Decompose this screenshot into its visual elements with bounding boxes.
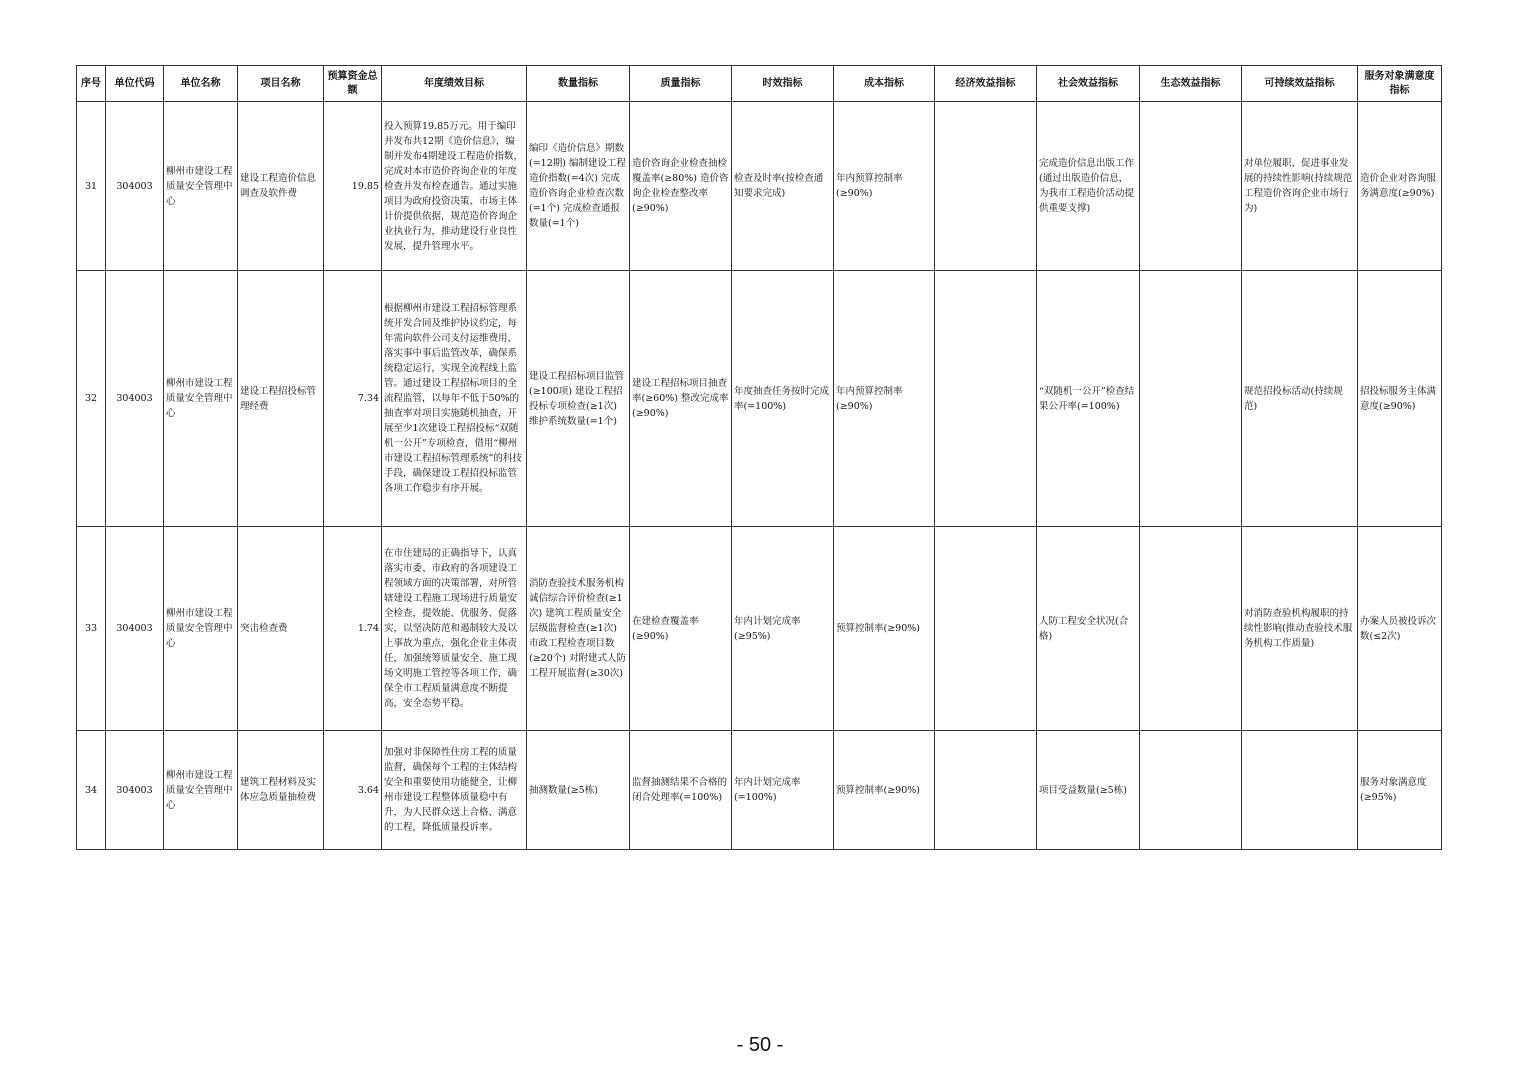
cell-unit-code: 304003 bbox=[106, 527, 164, 731]
header-unit-name: 单位名称 bbox=[164, 66, 238, 102]
cell-economic bbox=[935, 102, 1037, 271]
cell-cost: 预算控制率(≥90%) bbox=[834, 731, 935, 850]
cell-sustainable: 规范招投标活动(持续规范) bbox=[1242, 271, 1358, 527]
cell-cost: 预算控制率(≥90%) bbox=[834, 527, 935, 731]
header-satisfaction: 服务对象满意度指标 bbox=[1358, 66, 1442, 102]
header-cost: 成本指标 bbox=[834, 66, 935, 102]
cell-satisfaction: 招投标服务主体满意度(≥90%) bbox=[1358, 271, 1442, 527]
cell-ecological bbox=[1140, 527, 1242, 731]
cell-project: 建设工程造价信息调查及软件费 bbox=[238, 102, 324, 271]
cell-budget: 3.64 bbox=[324, 731, 382, 850]
cell-satisfaction: 造价企业对咨询服务满意度(≥90%) bbox=[1358, 102, 1442, 271]
cell-goal: 加强对非保障性住房工程的质量监督，确保每个工程的主体结构安全和重要使用功能健全，让柳州市建设工程整体质量稳中有升，为人民群众送上合格、满意的工程，降低质量投诉率。 bbox=[382, 731, 527, 850]
cell-project: 建设工程招投标管理经费 bbox=[238, 271, 324, 527]
header-quality: 质量指标 bbox=[630, 66, 732, 102]
cell-seq: 34 bbox=[77, 731, 106, 850]
header-budget: 预算资金总额 bbox=[324, 66, 382, 102]
table-row bbox=[77, 102, 1442, 271]
cell-social: “双随机一公开”检查结果公开率(=100%) bbox=[1037, 271, 1140, 527]
cell-satisfaction: 办案人员被投诉次数(≤2次) bbox=[1358, 527, 1442, 731]
page-number: - 50 - bbox=[736, 1034, 784, 1056]
table-row bbox=[77, 731, 1442, 850]
cell-sustainable: 对消防查验机构履职的持续性影响(推动查验技术服务机构工作质量) bbox=[1242, 527, 1358, 731]
cell-goal: 根据柳州市建设工程招标管理系统开发合同及维护协议约定，每年需向软件公司支付运维费用，落实事中事后监管改革，确保系统稳定运行，实现全流程线上监管。通过建设工程招标项目的全流程监管，以每年不低于50%的抽查率对项目实施随机抽查，开展至少1次建设工程招投标“双随机一公开”专项检查，借用“柳州市建设工程招标管理系统”的科技手段，确保建设工程招投标监管各项工作稳步有序开展。 bbox=[382, 271, 527, 527]
cell-quantity: 抽测数量(≥5栋) bbox=[527, 731, 630, 850]
header-project: 项目名称 bbox=[238, 66, 324, 102]
performance-table bbox=[76, 65, 1442, 850]
cell-quantity: 建设工程招标项目监管(≥100项) 建设工程招投标专项检查(≥1次) 维护系统数量(=1个) bbox=[527, 271, 630, 527]
cell-ecological bbox=[1140, 271, 1242, 527]
cell-seq: 31 bbox=[77, 102, 106, 271]
cell-social: 项目受益数量(≥5栋) bbox=[1037, 731, 1140, 850]
cell-timeliness: 年内计划完成率(≥95%) bbox=[732, 527, 834, 731]
cell-seq: 33 bbox=[77, 527, 106, 731]
cell-cost: 年内预算控制率(≥90%) bbox=[834, 102, 935, 271]
cell-goal: 投入预算19.85万元。用于编印并发布共12期《造价信息》，编制并发布4期建设工程造价指数，完成对本市造价咨询企业的年度检查并发布检查通告。通过实施项目为政府投资决策、市场主体计价提供依据，规范造价咨询企业执业行为，推动建设行业良性发展，提升管理水平。 bbox=[382, 102, 527, 271]
header-unit-code: 单位代码 bbox=[106, 66, 164, 102]
header-goal: 年度绩效目标 bbox=[382, 66, 527, 102]
cell-social: 人防工程安全状况(合格) bbox=[1037, 527, 1140, 731]
cell-timeliness: 检查及时率(按检查通知要求完成) bbox=[732, 102, 834, 271]
cell-timeliness: 年内计划完成率(=100%) bbox=[732, 731, 834, 850]
performance-table-sheet bbox=[76, 65, 1442, 850]
header-social: 社会效益指标 bbox=[1037, 66, 1140, 102]
cell-quantity: 编印《造价信息》期数(=12期) 编制建设工程造价指数(=4次) 完成造价咨询企业检查次数(=1个) 完成检查通报数量(=1个) bbox=[527, 102, 630, 271]
header-ecological: 生态效益指标 bbox=[1140, 66, 1242, 102]
cell-budget: 19.85 bbox=[324, 102, 382, 271]
table-row bbox=[77, 527, 1442, 731]
cell-quantity: 消防查验技术服务机构诚信综合评价检查(≥1次) 建筑工程质量安全层级监督检查(≥1次) 市政工程检查项目数(≥20个) 对附建式人防工程开展监督(≥30次) bbox=[527, 527, 630, 731]
cell-seq: 32 bbox=[77, 271, 106, 527]
header-timeliness: 时效指标 bbox=[732, 66, 834, 102]
cell-unit-name: 柳州市建设工程质量安全管理中心 bbox=[164, 527, 238, 731]
cell-social: 完成造价信息出版工作(通过出版造价信息，为我市工程造价活动提供重要支撑) bbox=[1037, 102, 1140, 271]
cell-quality: 造价咨询企业检查抽检覆盖率(≥80%) 造价咨询企业检查整改率(≥90%) bbox=[630, 102, 732, 271]
cell-budget: 7.34 bbox=[324, 271, 382, 527]
cell-project: 突击检查费 bbox=[238, 527, 324, 731]
cell-budget: 1.74 bbox=[324, 527, 382, 731]
cell-unit-code: 304003 bbox=[106, 102, 164, 271]
header-sustainable: 可持续效益指标 bbox=[1242, 66, 1358, 102]
cell-satisfaction: 服务对象满意度(≥95%) bbox=[1358, 731, 1442, 850]
cell-sustainable bbox=[1242, 731, 1358, 850]
cell-ecological bbox=[1140, 731, 1242, 850]
cell-economic bbox=[935, 527, 1037, 731]
cell-quality: 监督抽测结果不合格的闭合处理率(=100%) bbox=[630, 731, 732, 850]
cell-sustainable: 对单位履职、促进事业发展的持续性影响(持续规范工程造价咨询企业市场行为) bbox=[1242, 102, 1358, 271]
cell-ecological bbox=[1140, 102, 1242, 271]
header-seq: 序号 bbox=[77, 66, 106, 102]
cell-quality: 建设工程招标项目抽查率(≥60%) 整改完成率(≥90%) bbox=[630, 271, 732, 527]
cell-project: 建筑工程材料及实体应急质量抽检费 bbox=[238, 731, 324, 850]
cell-timeliness: 年度抽查任务按时完成率(=100%) bbox=[732, 271, 834, 527]
cell-unit-name: 柳州市建设工程质量安全管理中心 bbox=[164, 731, 238, 850]
cell-unit-code: 304003 bbox=[106, 731, 164, 850]
cell-economic bbox=[935, 731, 1037, 850]
cell-quality: 在建检查覆盖率(≥90%) bbox=[630, 527, 732, 731]
cell-unit-code: 304003 bbox=[106, 271, 164, 527]
table-header-row bbox=[77, 66, 1442, 102]
cell-goal: 在市住建局的正确指导下，认真落实市委、市政府的各项建设工程领域方面的决策部署，对所管辖建设工程施工现场进行质量安全检查，提效能、优服务、促落实，以坚决防范和遏制较大及以上事故为重点，强化企业主体责任，加强统筹质量安全、施工现场文明施工管控等各项工作，确保全市工程质量满意度不断提高，安全态势平稳。 bbox=[382, 527, 527, 731]
table-row bbox=[77, 271, 1442, 527]
header-quantity: 数量指标 bbox=[527, 66, 630, 102]
cell-economic bbox=[935, 271, 1037, 527]
header-economic: 经济效益指标 bbox=[935, 66, 1037, 102]
cell-unit-name: 柳州市建设工程质量安全管理中心 bbox=[164, 271, 238, 527]
cell-cost: 年内预算控制率(≥90%) bbox=[834, 271, 935, 527]
cell-unit-name: 柳州市建设工程质量安全管理中心 bbox=[164, 102, 238, 271]
